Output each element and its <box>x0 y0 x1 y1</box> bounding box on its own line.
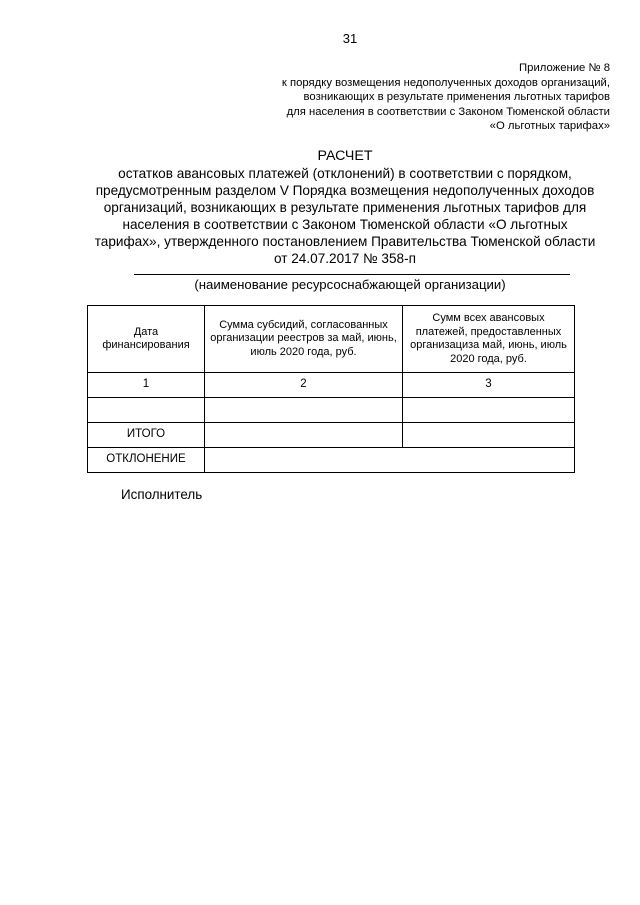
subtitle-line: остатков авансовых платежей (отклонений) в соответствии с порядком, <box>118 166 572 181</box>
appendix-line: к порядку возмещения недополученных доходов организаций, <box>281 76 610 89</box>
subtitle-line: предусмотренным разделом V Порядка возмещения недополученных доходов <box>95 183 595 198</box>
header-date: Дата финансирования <box>88 306 205 373</box>
subtitle-line: тарифах», утвержденного постановлением Правительства Тюменской области <box>94 234 596 249</box>
page-number: 31 <box>342 31 358 46</box>
executor-label: Исполнитель <box>121 487 203 502</box>
deviation-row <box>88 448 575 473</box>
total-row <box>88 423 575 448</box>
appendix-note <box>190 61 610 134</box>
table-row <box>88 398 575 423</box>
column-number: 2 <box>205 373 403 398</box>
column-number: 3 <box>403 373 575 398</box>
organization-name-line <box>134 274 570 275</box>
document-subtitle <box>60 165 630 267</box>
organization-caption: (наименование ресурсоснабжающей организации) <box>194 277 506 292</box>
table-cell <box>88 398 205 423</box>
table-cell <box>205 448 575 473</box>
calculation-table <box>87 305 575 473</box>
appendix-line: Приложение № 8 <box>519 62 610 74</box>
table-cell <box>205 398 403 423</box>
subtitle-line: от 24.07.2017 № 358-п <box>273 251 416 266</box>
table-cell <box>403 398 575 423</box>
appendix-line: «О льготных тарифах» <box>489 120 610 133</box>
header-subsidy-sum: Сумма субсидий, согласованных организации реестров за май, июнь, июль 2020 года, руб. <box>205 306 403 373</box>
table-cell <box>205 423 403 448</box>
appendix-line: для населения в соответствии с Законом Тюменской области <box>286 105 610 118</box>
deviation-label: ОТКЛОНЕНИЕ <box>88 448 205 473</box>
column-number: 1 <box>88 373 205 398</box>
total-label: ИТОГО <box>88 423 205 448</box>
header-advance-sum: Сумм всех авансовых платежей, предоставленных организациза май, июнь, июль 2020 года, руб. <box>403 306 575 373</box>
document-title: РАСЧЕТ <box>317 148 373 164</box>
table-header-row <box>88 306 575 373</box>
subtitle-line: организаций, возникающих в результате применения льготных тарифов для <box>103 200 587 215</box>
subtitle-line: населения в соответствии с Законом Тюменской области «О льготных <box>122 217 568 232</box>
table-cell <box>403 423 575 448</box>
column-number-row <box>88 373 575 398</box>
appendix-line: возникающих в результате применения льготных тарифов <box>303 91 610 104</box>
